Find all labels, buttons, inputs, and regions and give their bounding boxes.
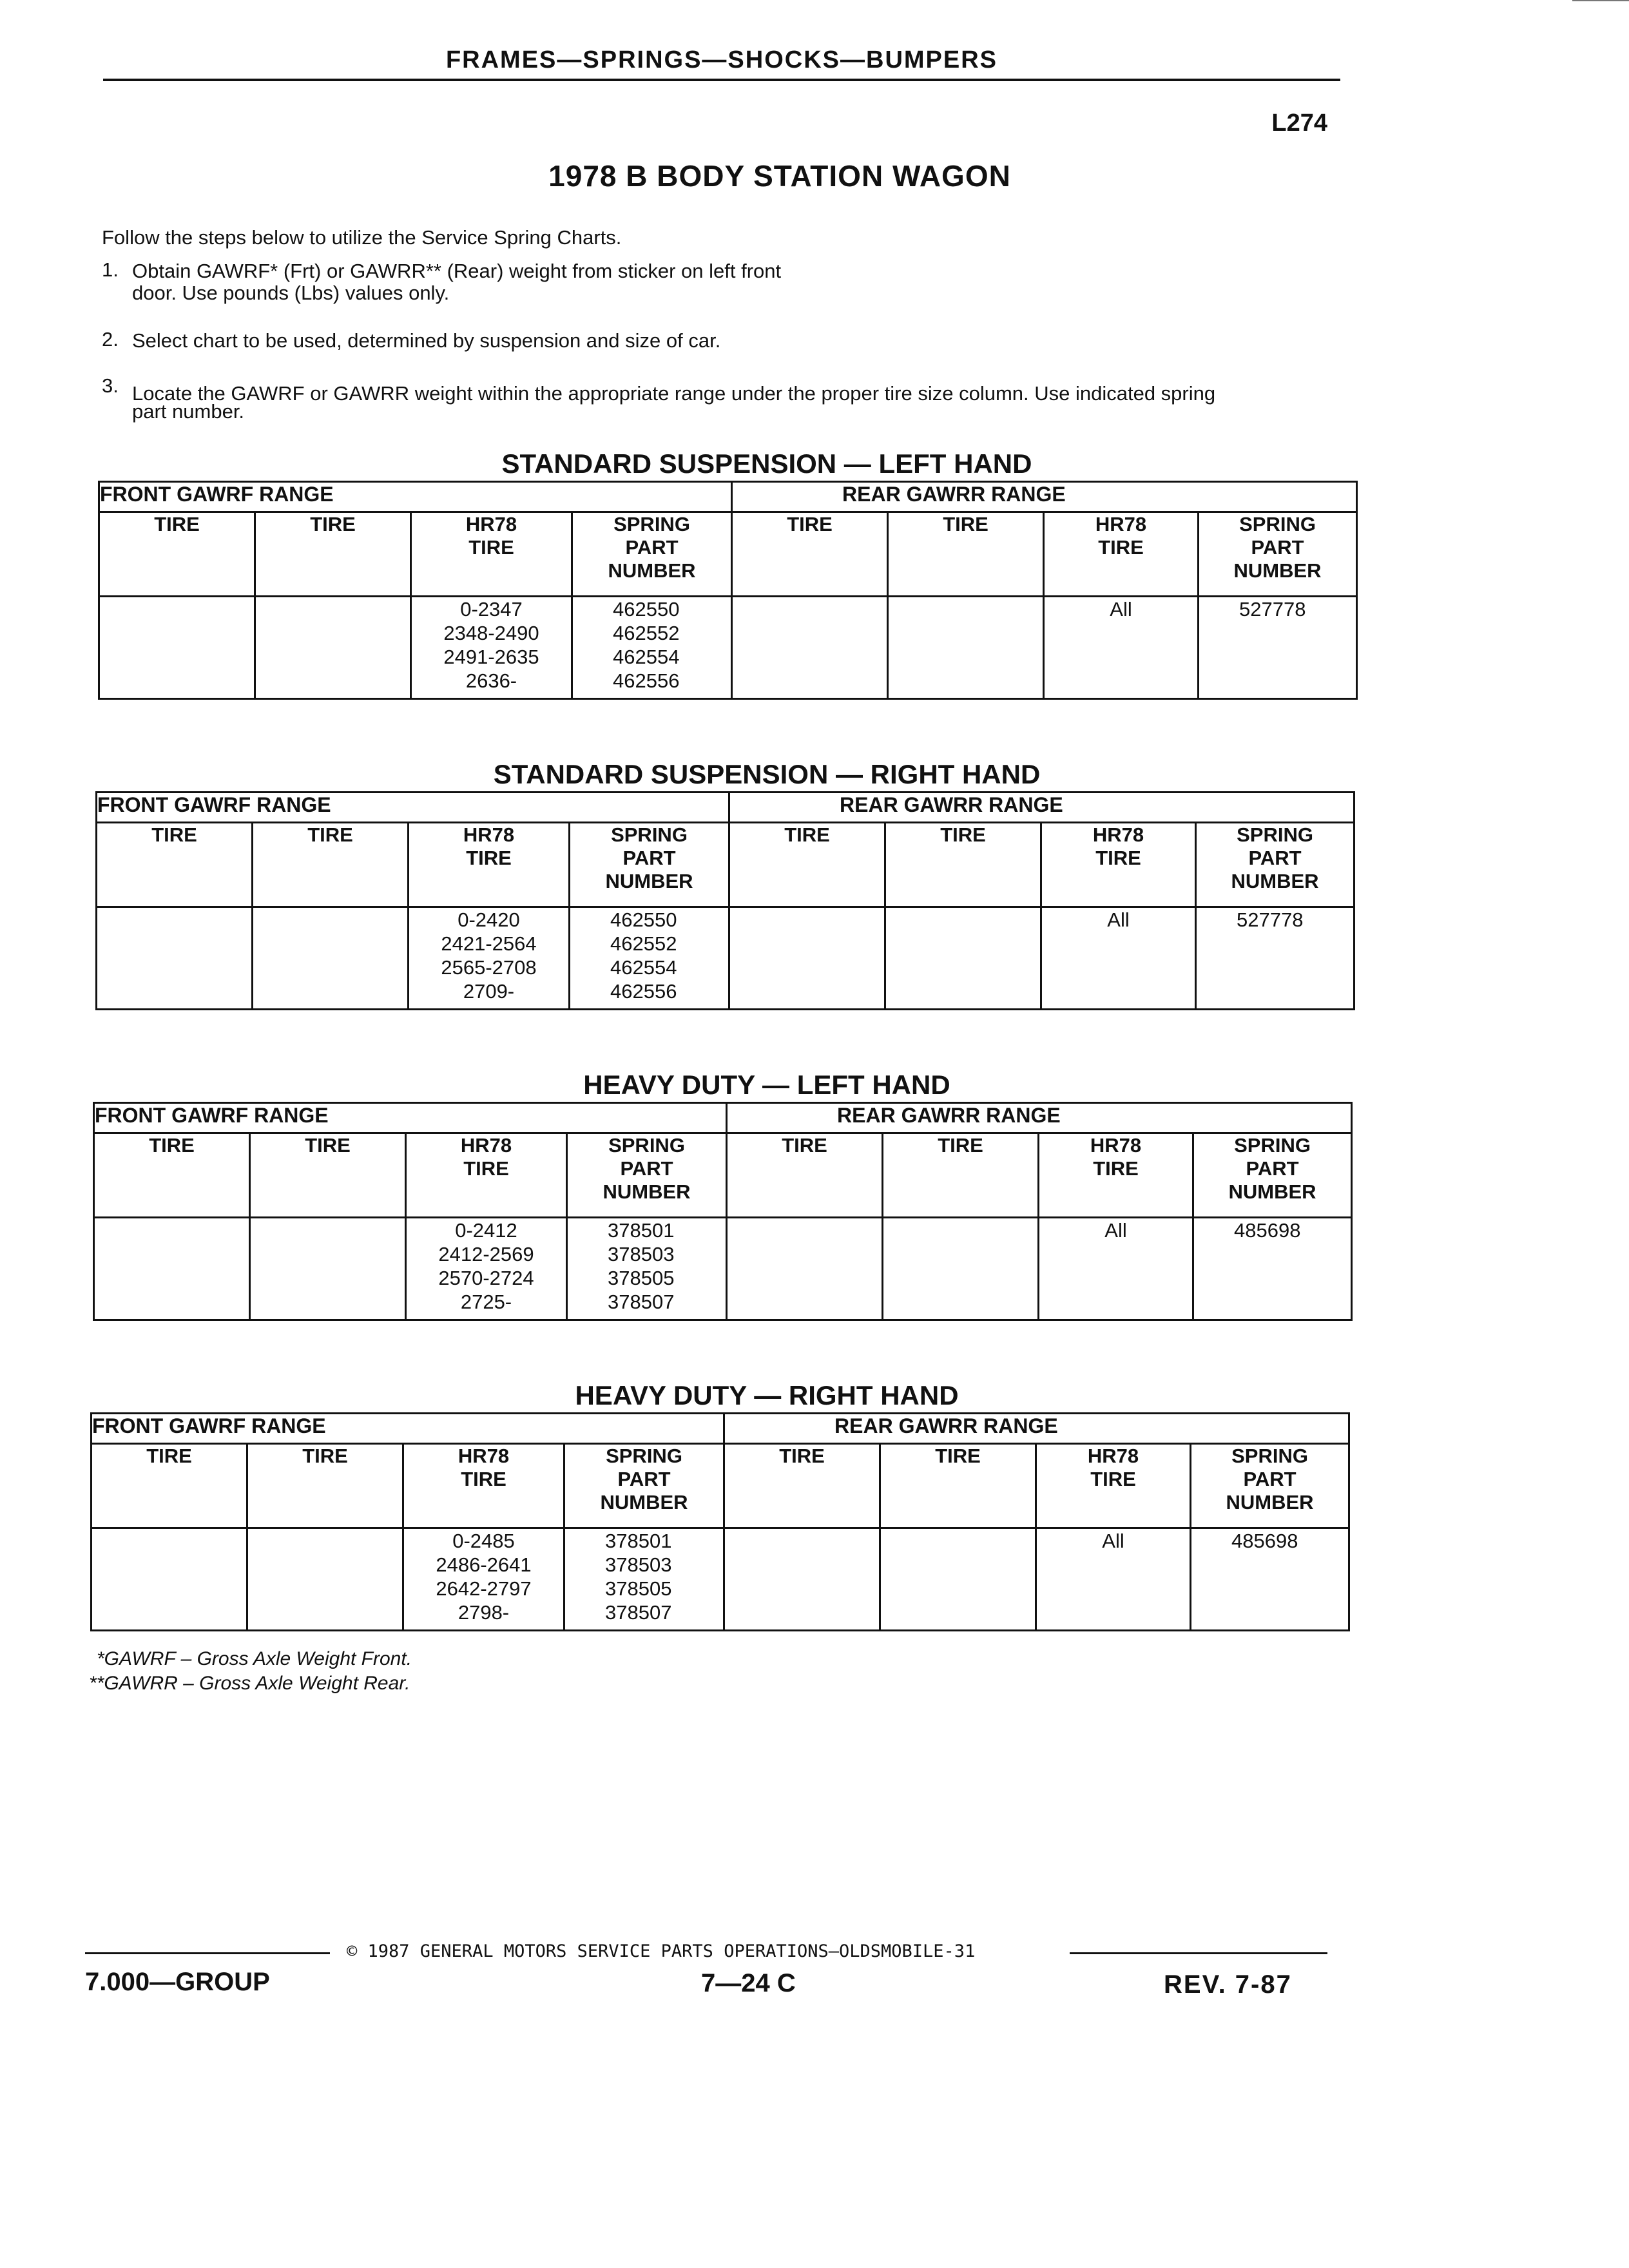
rear-part-number-cell [1191, 1528, 1349, 1631]
front-tire-cell [255, 597, 411, 699]
part-number: 462550 [610, 908, 677, 931]
part-number: 462552 [610, 932, 677, 955]
step-3-line2: part number. [132, 400, 245, 423]
footer-rule-left [85, 1952, 330, 1954]
spring-chart-4 [90, 1412, 1350, 1631]
step-3-number: 3. [102, 374, 119, 397]
weight-range: All [1104, 1219, 1127, 1242]
spring-label: SPRING [608, 1134, 685, 1157]
front-tire-cell [99, 597, 255, 699]
front-tire-cell [250, 1218, 406, 1320]
part-number: 462556 [613, 669, 680, 692]
front-part-numbers [567, 1218, 727, 1320]
rear-tire-cell [880, 1528, 1036, 1631]
chart-title-standard-right: STANDARD SUSPENSION — RIGHT HAND [493, 759, 1041, 789]
spring-chart-1 [98, 481, 1358, 700]
step-1-line1: Obtain GAWRF* (Frt) or GAWRR** (Rear) weight from sticker on left front [132, 260, 782, 282]
rear-spring-part-header [1191, 1444, 1349, 1528]
weight-range: All [1110, 598, 1132, 620]
tire-label: TIRE [463, 1157, 509, 1180]
document-title: 1978 B BODY STATION WAGON [548, 159, 1011, 193]
part-label: PART [622, 847, 676, 869]
step-1-line2: door. Use pounds (Lbs) values only. [132, 282, 450, 304]
rear-tire-cell [729, 907, 885, 1010]
rear-range-header: REAR GAWRR RANGE [727, 1103, 1352, 1133]
front-hr78-header [406, 1133, 567, 1218]
rear-spring-part-header [1196, 823, 1354, 907]
rear-hr78-range [1039, 1218, 1193, 1320]
part-label: PART [625, 536, 679, 559]
footer-copyright: © 1987 GENERAL MOTORS SERVICE PARTS OPERATIONS—OLDSMOBILE-31 [347, 1941, 976, 1961]
part-number: 378507 [608, 1291, 675, 1313]
rear-tire-cell [727, 1218, 883, 1320]
tire-label: TIRE [1090, 1468, 1136, 1490]
hr78-label: HR78 [463, 823, 515, 846]
front-tire-header: TIRE [92, 1444, 247, 1528]
rear-tire-cell [885, 907, 1041, 1010]
part-number: 462554 [610, 956, 677, 979]
rear-tire-header: TIRE [729, 823, 885, 907]
front-tire-cell [97, 907, 253, 1010]
hr78-label: HR78 [1095, 513, 1147, 535]
weight-range: 2491-2635 [443, 646, 539, 668]
rear-tire-cell [732, 597, 888, 699]
front-tire-cell [247, 1528, 403, 1631]
tire-label: TIRE [466, 847, 512, 869]
note-gawrf: *GAWRF – Gross Axle Weight Front. [97, 1648, 412, 1669]
front-part-numbers [570, 907, 729, 1010]
weight-range: 2642-2797 [436, 1577, 532, 1600]
part-number: 462550 [613, 598, 680, 620]
number-label: NUMBER [608, 559, 696, 582]
footer-group: 7.000—GROUP [85, 1968, 270, 1996]
footer-rule-right [1070, 1952, 1327, 1954]
spring-chart-2 [95, 791, 1355, 1010]
part-number: 462554 [613, 646, 680, 668]
rear-hr78-header [1036, 1444, 1191, 1528]
rear-hr78-range [1044, 597, 1199, 699]
front-tire-header: TIRE [97, 823, 253, 907]
part-number: 378507 [605, 1601, 672, 1624]
part-number: 462552 [613, 622, 680, 644]
weight-range: 2570-2724 [438, 1267, 534, 1289]
number-label: NUMBER [1228, 1180, 1316, 1203]
rear-range-header: REAR GAWRR RANGE [732, 482, 1357, 512]
note-gawrr: **GAWRR – Gross Axle Weight Rear. [89, 1673, 410, 1694]
part-number: 485698 [1231, 1530, 1298, 1552]
rear-part-number-cell [1199, 597, 1357, 699]
rear-tire-header: TIRE [724, 1444, 880, 1528]
spring-label: SPRING [1231, 1445, 1308, 1467]
weight-range: 2486-2641 [436, 1553, 532, 1576]
hr78-label: HR78 [1090, 1134, 1142, 1157]
number-label: NUMBER [605, 870, 693, 892]
chart-title-heavy-left: HEAVY DUTY — LEFT HAND [583, 1070, 950, 1100]
front-tire-header: TIRE [94, 1133, 250, 1218]
footer-page-number: 7—24 C [701, 1969, 796, 1997]
spring-label: SPRING [606, 1445, 682, 1467]
weight-range: 0-2412 [455, 1219, 517, 1242]
front-spring-part-header [572, 512, 732, 597]
front-spring-part-header [564, 1444, 724, 1528]
number-label: NUMBER [1233, 559, 1322, 582]
rear-tire-header: TIRE [885, 823, 1041, 907]
tire-label: TIRE [461, 1468, 506, 1490]
hr78-label: HR78 [465, 513, 517, 535]
weight-range: 2412-2569 [438, 1243, 534, 1265]
front-range-header: FRONT GAWRF RANGE [94, 1103, 727, 1133]
tire-label: TIRE [1098, 536, 1144, 559]
rear-spring-part-header [1199, 512, 1357, 597]
front-spring-part-header [567, 1133, 727, 1218]
page-code: L274 [1271, 110, 1327, 137]
step-2-line1: Select chart to be used, determined by suspension and size of car. [132, 329, 721, 352]
tire-label: TIRE [1093, 1157, 1139, 1180]
part-label: PART [1248, 847, 1302, 869]
front-tire-cell [92, 1528, 247, 1631]
part-number: 462556 [610, 980, 677, 1003]
front-hr78-ranges [411, 597, 572, 699]
weight-range: All [1107, 908, 1130, 931]
front-part-numbers [572, 597, 732, 699]
front-hr78-header [411, 512, 572, 597]
front-hr78-ranges [406, 1218, 567, 1320]
chart-title-heavy-right: HEAVY DUTY — RIGHT HAND [575, 1380, 959, 1410]
weight-range: 2421-2564 [441, 932, 537, 955]
weight-range: 2565-2708 [441, 956, 537, 979]
spring-label: SPRING [1239, 513, 1316, 535]
part-number: 378503 [605, 1553, 672, 1576]
part-number: 485698 [1234, 1219, 1301, 1242]
tire-label: TIRE [1095, 847, 1141, 869]
spring-label: SPRING [613, 513, 690, 535]
rear-range-header: REAR GAWRR RANGE [729, 793, 1354, 823]
rear-spring-part-header [1193, 1133, 1352, 1218]
front-part-numbers [564, 1528, 724, 1631]
weight-range: All [1102, 1530, 1124, 1552]
number-label: NUMBER [1231, 870, 1319, 892]
front-hr78-header [403, 1444, 564, 1528]
weight-range: 2798- [458, 1601, 510, 1624]
number-label: NUMBER [602, 1180, 691, 1203]
front-range-header: FRONT GAWRF RANGE [92, 1414, 724, 1444]
number-label: NUMBER [600, 1491, 688, 1514]
section-header: FRAMES—SPRINGS—SHOCKS—BUMPERS [445, 46, 998, 73]
weight-range: 0-2485 [452, 1530, 515, 1552]
chart-title-standard-left: STANDARD SUSPENSION — LEFT HAND [501, 448, 1032, 479]
corner-mark [1572, 0, 1629, 1]
front-tire-cell [253, 907, 409, 1010]
rear-range-header: REAR GAWRR RANGE [724, 1414, 1349, 1444]
front-tire-header: TIRE [255, 512, 411, 597]
front-tire-cell [94, 1218, 250, 1320]
part-number: 378503 [608, 1243, 675, 1265]
hr78-label: HR78 [1087, 1445, 1139, 1467]
step-1-number: 1. [102, 258, 119, 281]
weight-range: 2709- [463, 980, 515, 1003]
part-number: 378505 [605, 1577, 672, 1600]
weight-range: 2725- [460, 1291, 512, 1313]
weight-range: 2636- [465, 669, 517, 692]
part-label: PART [1246, 1157, 1299, 1180]
step-3-line1: Locate the GAWRF or GAWRR weight within the appropriate range under the proper tire size column. Use indicated spring [132, 382, 1216, 405]
rear-hr78-header [1039, 1133, 1193, 1218]
part-number: 378501 [608, 1219, 675, 1242]
rear-tire-cell [724, 1528, 880, 1631]
number-label: NUMBER [1226, 1491, 1314, 1514]
part-number: 378505 [608, 1267, 675, 1289]
rear-hr78-range [1036, 1528, 1191, 1631]
rear-part-number-cell [1193, 1218, 1352, 1320]
part-number: 527778 [1239, 598, 1306, 620]
part-number: 378501 [605, 1530, 672, 1552]
front-tire-header: TIRE [247, 1444, 403, 1528]
part-label: PART [617, 1468, 671, 1490]
header-rule [103, 79, 1340, 81]
hr78-label: HR78 [458, 1445, 510, 1467]
spring-chart-3 [93, 1102, 1353, 1321]
front-spring-part-header [570, 823, 729, 907]
rear-tire-header: TIRE [732, 512, 888, 597]
spring-label: SPRING [1234, 1134, 1311, 1157]
front-tire-header: TIRE [253, 823, 409, 907]
weight-range: 0-2347 [460, 598, 523, 620]
step-2-number: 2. [102, 328, 119, 351]
footer-revision: REV. 7-87 [1164, 1970, 1292, 1999]
tire-label: TIRE [468, 536, 514, 559]
hr78-label: HR78 [460, 1134, 512, 1157]
instructions-intro: Follow the steps below to utilize the Service Spring Charts. [102, 226, 622, 249]
rear-hr78-header [1044, 512, 1199, 597]
rear-hr78-header [1041, 823, 1196, 907]
rear-part-number-cell [1196, 907, 1354, 1010]
weight-range: 2348-2490 [443, 622, 539, 644]
rear-tire-header: TIRE [880, 1444, 1036, 1528]
rear-hr78-range [1041, 907, 1196, 1010]
weight-range: 0-2420 [458, 908, 520, 931]
part-label: PART [620, 1157, 673, 1180]
front-hr78-ranges [403, 1528, 564, 1631]
spring-label: SPRING [611, 823, 688, 846]
front-hr78-ranges [409, 907, 570, 1010]
part-label: PART [1251, 536, 1304, 559]
hr78-label: HR78 [1092, 823, 1144, 846]
rear-tire-header: TIRE [883, 1133, 1039, 1218]
rear-tire-header: TIRE [888, 512, 1044, 597]
front-hr78-header [409, 823, 570, 907]
rear-tire-cell [888, 597, 1044, 699]
part-label: PART [1243, 1468, 1296, 1490]
front-tire-header: TIRE [250, 1133, 406, 1218]
spring-label: SPRING [1237, 823, 1313, 846]
front-range-header: FRONT GAWRF RANGE [99, 482, 732, 512]
front-tire-header: TIRE [99, 512, 255, 597]
rear-tire-cell [883, 1218, 1039, 1320]
rear-tire-header: TIRE [727, 1133, 883, 1218]
part-number: 527778 [1237, 908, 1304, 931]
front-range-header: FRONT GAWRF RANGE [97, 793, 729, 823]
